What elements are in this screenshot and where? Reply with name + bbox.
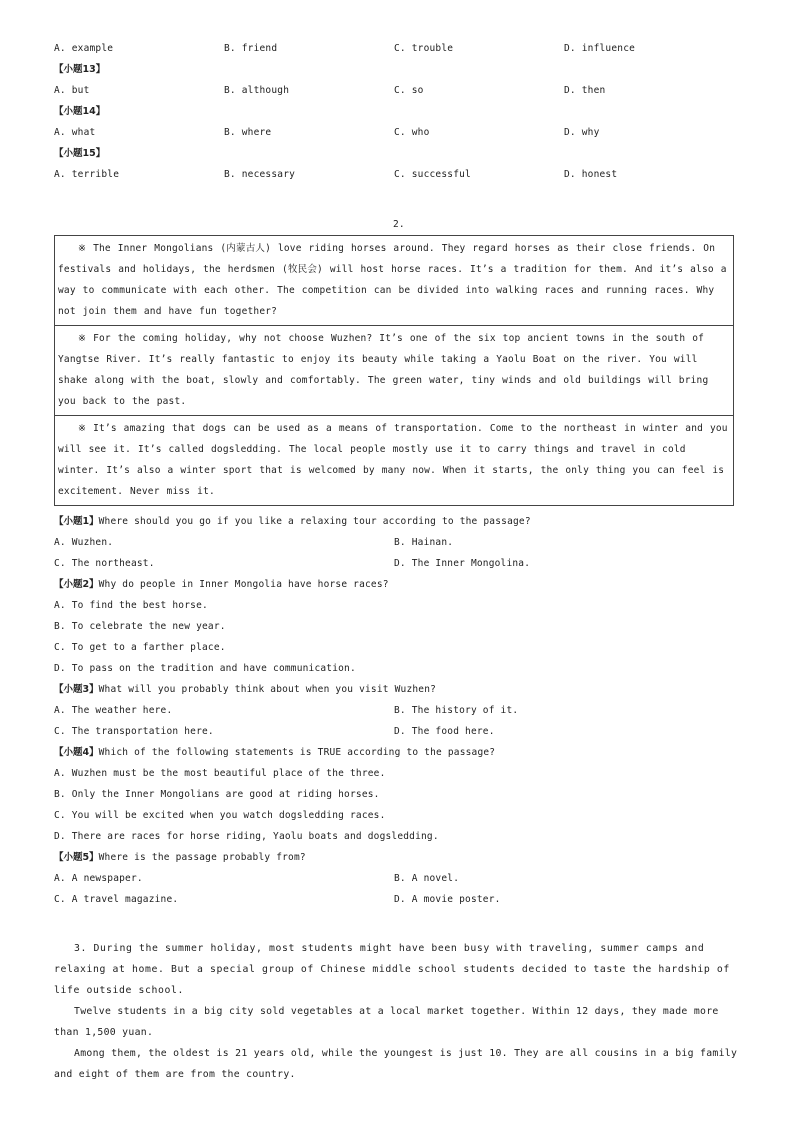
section3-paragraph: Twelve students in a big city sold vegetables at a local market together. Within 12 days, they made more than 1,500 yuan. [54, 1006, 719, 1038]
passage-cell [55, 326, 733, 416]
option-d: D. There are races for horse riding, Yaolu boats and dogsledding. [54, 831, 439, 842]
option-d: D. The food here. [394, 726, 495, 737]
question-text: Which of the following statements is TRUE according to the passage? [98, 747, 496, 758]
option-b: B. where [224, 127, 272, 138]
question [54, 747, 495, 759]
question-tag-15: 【小题15】 [54, 148, 106, 159]
question [54, 684, 436, 696]
question-tag: 【小题3】 [54, 684, 99, 695]
option-c: C. To get to a farther place. [54, 642, 226, 653]
option-c: C. who [394, 127, 430, 138]
option-b: B. The history of it. [394, 705, 519, 716]
option-d: D. why [564, 127, 600, 138]
option-c: C. You will be excited when you watch dogsledding races. [54, 810, 386, 821]
question-text: Where is the passage probably from? [98, 852, 306, 863]
option-a: A. Wuzhen must be the most beautiful place of the three. [54, 768, 386, 779]
question-text: What will you probably think about when you visit Wuzhen? [98, 684, 437, 695]
option-b: B. although [224, 85, 290, 96]
section3-paragraph: 3. During the summer holiday, most students might have been busy with traveling, summer camps and relaxing at home. But a special group of Chinese middle school students decided to taste the hardship of life outside school. [54, 943, 730, 996]
option-c: C. successful [394, 169, 471, 180]
option-a: A. example [54, 43, 114, 54]
option-d: D. then [564, 85, 606, 96]
question [54, 852, 306, 864]
option-c: C. so [394, 85, 424, 96]
passage-text: ※ For the coming holiday, why not choose Wuzhen? It’s one of the six top ancient towns in the south of Yangtse River. It’s really fantastic to enjoy its beauty while taking a Yaolu Boat on the river. You will shake along with the boat, slowly and comfortably. The green water, tiny winds and old buildings will bring you back to the past. [58, 333, 709, 407]
option-c: C. trouble [394, 43, 454, 54]
option-c: C. A travel magazine. [54, 894, 179, 905]
option-c: C. The northeast. [54, 558, 155, 569]
question-tag-13: 【小题13】 [54, 64, 106, 75]
option-d: D. honest [564, 169, 618, 180]
question-tag: 【小题2】 [54, 579, 99, 590]
section-number: 2. [393, 219, 405, 230]
option-a: A. what [54, 127, 96, 138]
option-a: A. The weather here. [54, 705, 173, 716]
question-tag: 【小题5】 [54, 852, 99, 863]
option-a: A. terrible [54, 169, 120, 180]
question-text: Why do people in Inner Mongolia have horse races? [98, 579, 389, 590]
passage-text: ※ The Inner Mongolians (内蒙古人) love riding horses around. They regard horses as their close friends. On festivals and holidays, the herdsmen (牧民会) will host horse races. It’s a tradition for them. And it’s also a way to communicate with each other. The competition can be divided into walking races and running races. Why not join them and have fun together? [58, 243, 727, 317]
passage-table [54, 235, 734, 506]
option-b: B. Only the Inner Mongolians are good at riding horses. [54, 789, 380, 800]
option-d: D. influence [564, 43, 636, 54]
option-a: A. To find the best horse. [54, 600, 208, 611]
option-a: A. but [54, 85, 90, 96]
option-b: B. Hainan. [394, 537, 454, 548]
option-d: D. A movie poster. [394, 894, 501, 905]
option-a: A. Wuzhen. [54, 537, 114, 548]
passage-cell [55, 416, 733, 505]
option-b: B. necessary [224, 169, 296, 180]
question-tag: 【小题4】 [54, 747, 99, 758]
passage-text: ※ It’s amazing that dogs can be used as a means of transportation. Come to the northeast in winter and you will see it. It’s called dogsledding. The local people mostly use it to carry things and travel in cold winter. It’s also a winter sport that is welcomed by many now. When it starts, the only thing you can feel is excitement. Never miss it. [58, 423, 728, 497]
question-text: Where should you go if you like a relaxing tour according to the passage? [98, 516, 531, 527]
option-d: D. To pass on the tradition and have communication. [54, 663, 356, 674]
question [54, 579, 389, 591]
option-b: B. To celebrate the new year. [54, 621, 226, 632]
question [54, 516, 531, 528]
option-d: D. The Inner Mongolina. [394, 558, 531, 569]
option-c: C. The transportation here. [54, 726, 214, 737]
question-tag-14: 【小题14】 [54, 106, 106, 117]
question-tag: 【小题1】 [54, 516, 99, 527]
option-b: B. A novel. [394, 873, 460, 884]
option-a: A. A newspaper. [54, 873, 143, 884]
section3-paragraph: Among them, the oldest is 21 years old, while the youngest is just 10. They are all cousins in a big family and eight of them are from the country. [54, 1048, 738, 1080]
option-b: B. friend [224, 43, 278, 54]
passage-cell [55, 236, 733, 326]
